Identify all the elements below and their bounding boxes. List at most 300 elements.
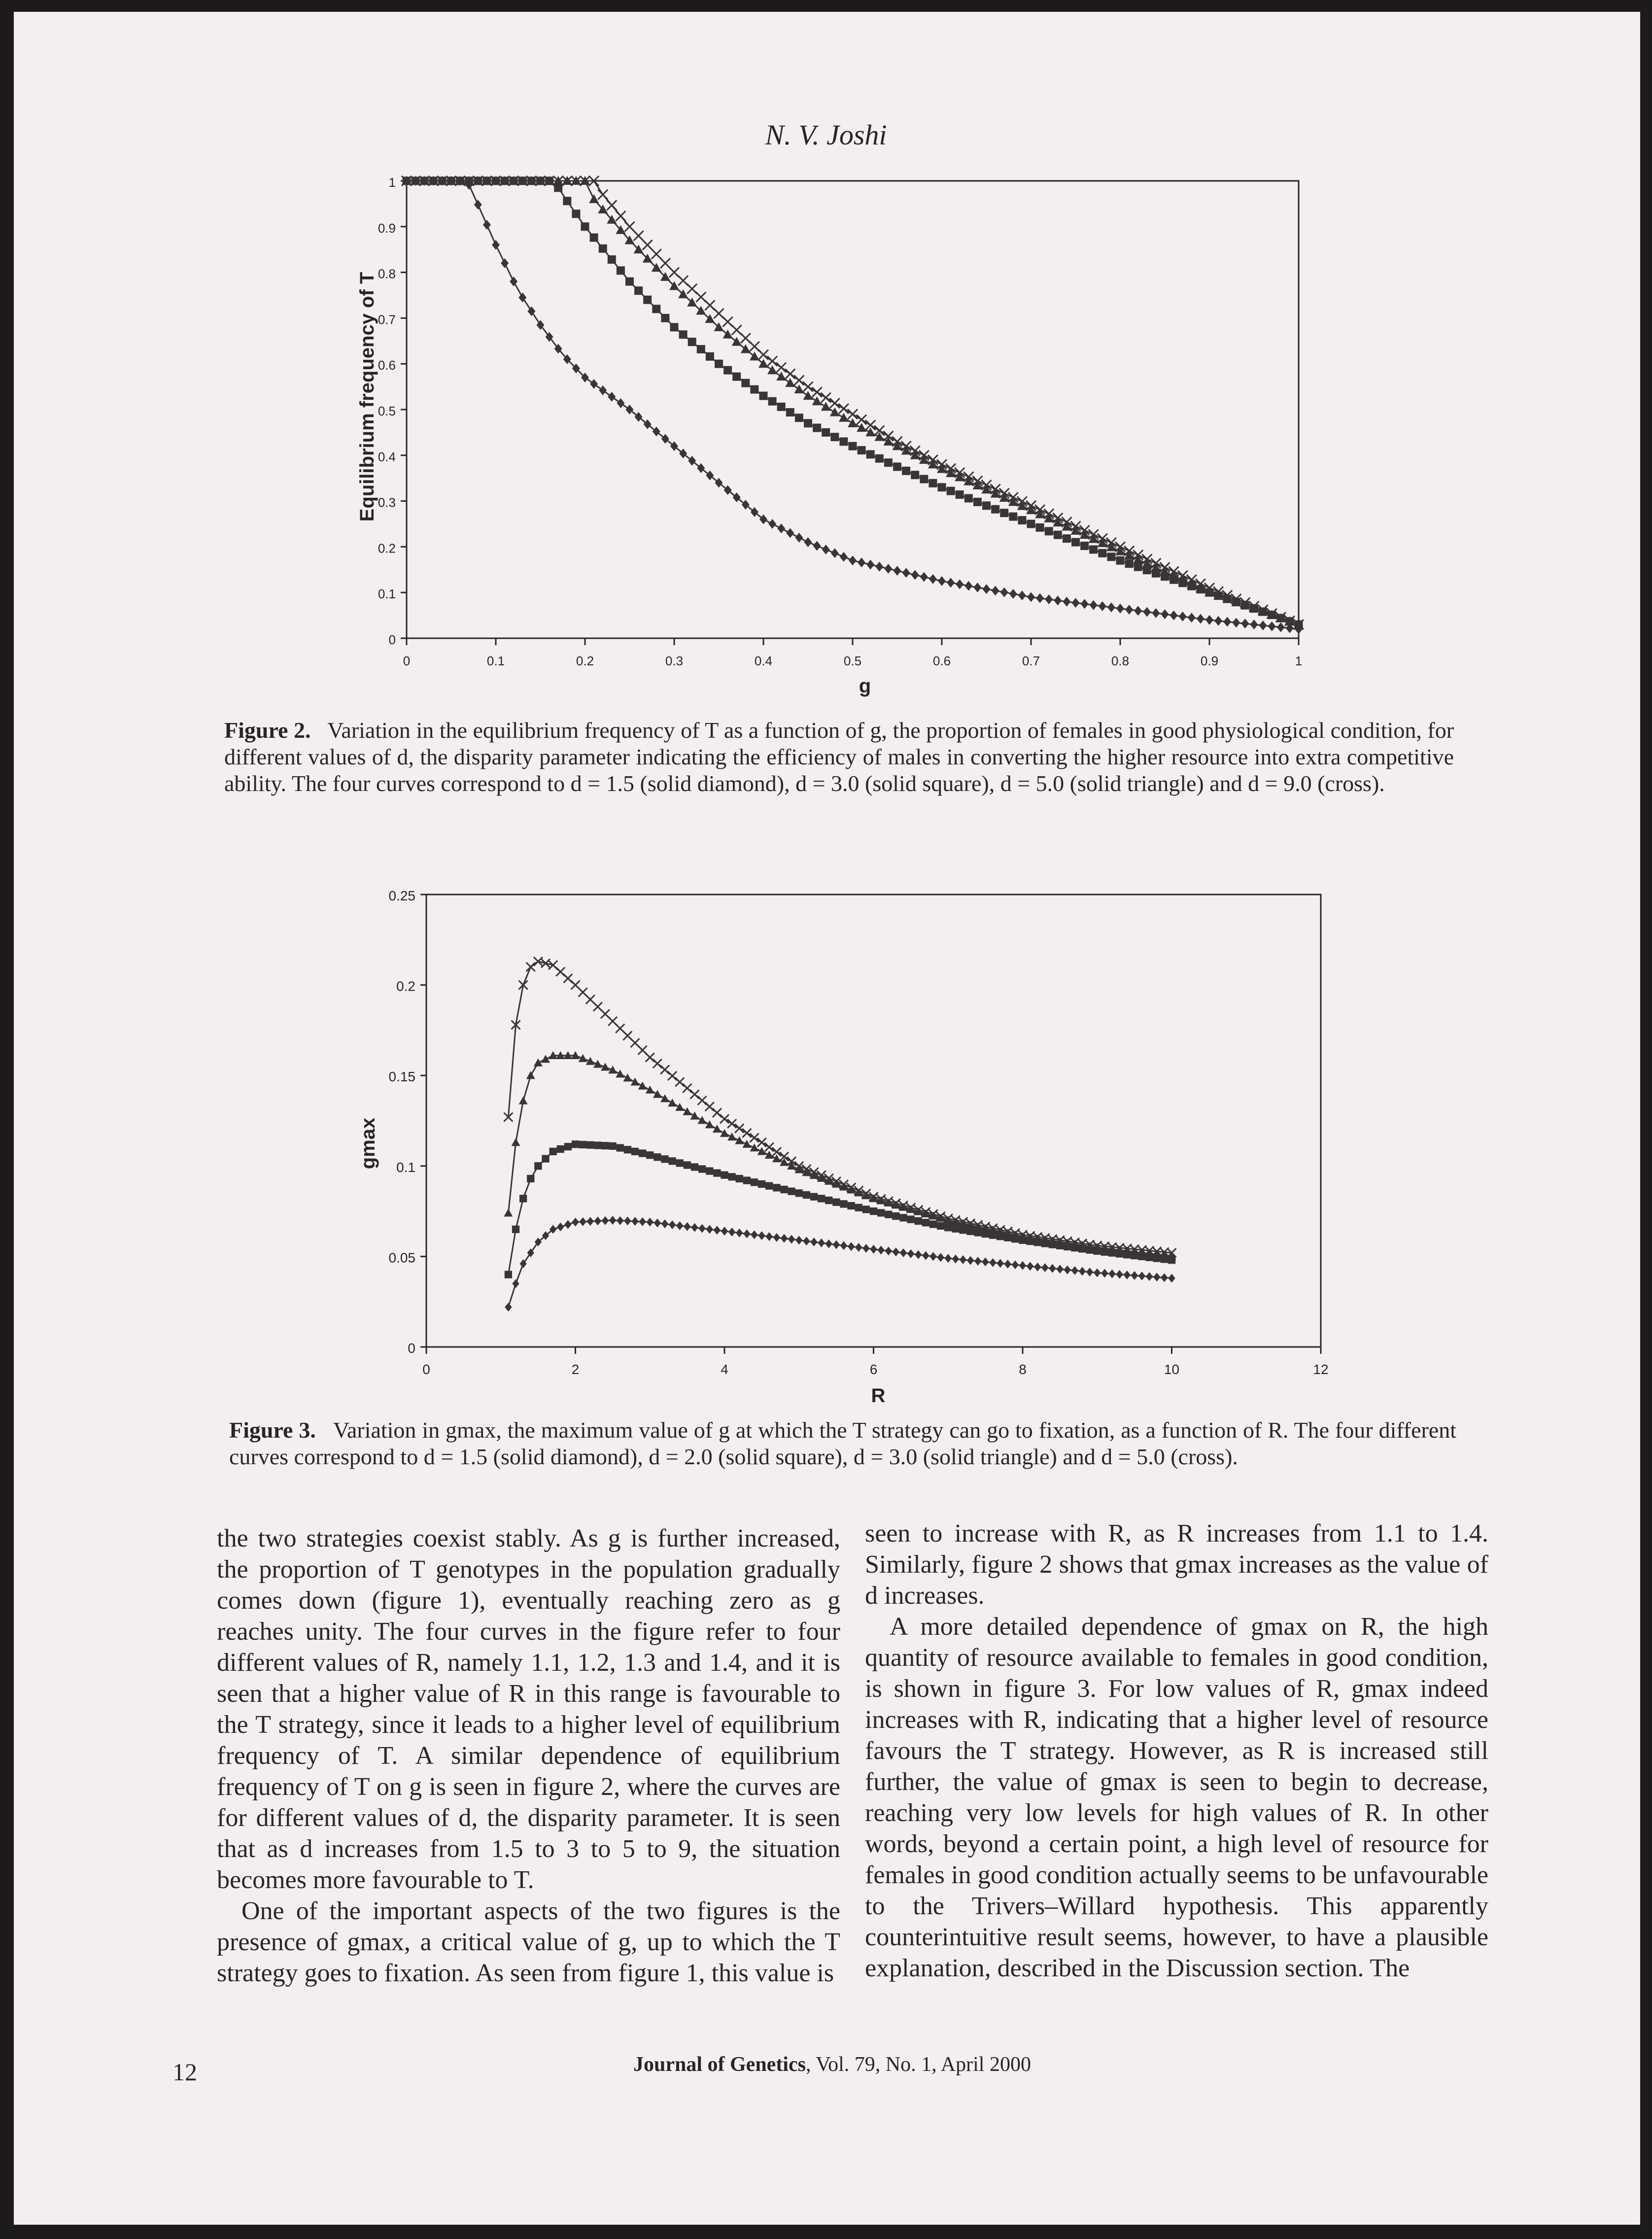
figure-2-caption-label: Figure 2. <box>224 718 311 743</box>
data-point <box>759 515 767 524</box>
data-point <box>1125 605 1133 615</box>
data-point <box>973 498 982 506</box>
data-point <box>870 1245 877 1254</box>
data-point <box>759 392 768 400</box>
data-point <box>743 1230 750 1239</box>
data-point <box>821 393 831 403</box>
data-point <box>804 419 812 427</box>
data-point <box>810 1238 817 1246</box>
data-point <box>564 1143 572 1150</box>
x-tick-label: 0 <box>422 1362 430 1377</box>
data-point <box>644 419 652 429</box>
data-point <box>967 1256 974 1265</box>
data-point <box>713 1169 721 1176</box>
data-point <box>937 1253 944 1262</box>
journal-footer <box>633 2053 1031 2076</box>
data-point <box>777 523 785 533</box>
data-point <box>1197 614 1205 624</box>
data-point <box>1268 621 1276 631</box>
data-point <box>893 463 901 471</box>
y-axis-label: gmax <box>357 1117 379 1170</box>
data-point <box>818 1195 825 1202</box>
data-point <box>826 1240 832 1248</box>
data-point <box>765 1151 774 1159</box>
data-point <box>839 404 849 413</box>
data-point <box>1000 587 1008 597</box>
x-tick-label: 0.8 <box>1111 654 1130 668</box>
data-point <box>1045 594 1053 604</box>
data-point <box>696 292 706 302</box>
data-point <box>1277 622 1285 632</box>
data-point <box>617 398 624 408</box>
data-point <box>825 1197 832 1204</box>
data-point <box>920 475 928 483</box>
x-tick-label: 0.4 <box>754 654 773 668</box>
data-point <box>758 1180 765 1188</box>
data-point <box>483 220 491 230</box>
data-point <box>639 1217 646 1226</box>
x-tick-label: 0.9 <box>1200 654 1219 668</box>
data-point <box>691 1163 698 1171</box>
y-tick-label: 0.1 <box>378 586 396 602</box>
data-point <box>492 240 500 250</box>
figure-3-caption-label: Figure 3. <box>229 1417 316 1443</box>
data-point <box>724 485 732 495</box>
data-point <box>601 1142 609 1149</box>
y-tick-label: 0.5 <box>378 404 396 418</box>
data-point <box>922 1219 929 1226</box>
data-point <box>706 1167 713 1174</box>
data-point <box>660 258 670 268</box>
data-point <box>607 200 617 210</box>
data-point <box>1232 618 1240 627</box>
data-point <box>505 1271 512 1278</box>
data-point <box>773 1233 780 1242</box>
data-point <box>750 342 759 351</box>
data-point <box>542 1231 549 1240</box>
data-point <box>840 552 848 562</box>
data-point <box>1153 1273 1160 1281</box>
data-point <box>609 1216 616 1225</box>
x-tick-label: 10 <box>1164 1362 1180 1377</box>
data-point <box>938 483 946 491</box>
data-point <box>862 1244 869 1253</box>
x-tick-label: 0.6 <box>932 654 951 668</box>
data-point <box>813 541 821 551</box>
data-point <box>646 1053 654 1062</box>
data-point <box>643 240 653 250</box>
data-point <box>741 379 750 387</box>
data-point <box>697 463 705 473</box>
running-head: N. V. Joshi <box>765 119 887 151</box>
data-point <box>1116 1270 1123 1279</box>
data-point <box>1018 516 1026 524</box>
data-point <box>683 1107 691 1115</box>
data-point <box>1107 602 1115 612</box>
data-point <box>1009 589 1017 599</box>
data-point <box>757 1138 766 1147</box>
data-point <box>1041 1263 1048 1272</box>
data-point <box>818 1239 825 1247</box>
data-point <box>1250 620 1258 629</box>
data-point <box>727 1133 736 1140</box>
series-triangle <box>504 1051 1176 1260</box>
data-point <box>715 478 723 487</box>
x-tick-label: 8 <box>1019 1362 1027 1377</box>
data-point <box>526 963 535 971</box>
data-point <box>1064 1266 1071 1275</box>
data-point <box>929 574 937 584</box>
data-point <box>875 454 884 463</box>
figure-2-caption <box>224 717 1454 797</box>
data-point <box>679 330 688 339</box>
data-point <box>564 1220 571 1229</box>
data-point <box>785 378 795 387</box>
data-point <box>803 1191 810 1199</box>
data-point <box>795 1236 802 1244</box>
data-point <box>721 1227 728 1236</box>
data-point <box>1131 1271 1138 1280</box>
series-line <box>508 1220 1171 1307</box>
data-point <box>937 1222 944 1230</box>
data-point <box>732 373 741 381</box>
data-point <box>668 1071 677 1080</box>
data-point <box>501 258 509 268</box>
paragraph: seen to increase with R, as R increases from 1.1 to 1.4. Similarly, figure 2 shows that gmax increases as the value of d increases. <box>865 1519 1488 1610</box>
data-point <box>907 1215 914 1223</box>
data-point <box>982 1257 989 1266</box>
data-point <box>688 456 696 466</box>
data-point <box>840 1241 847 1250</box>
data-point <box>751 1178 758 1186</box>
data-point <box>683 1084 691 1093</box>
data-point <box>1056 1265 1063 1274</box>
data-point <box>705 300 715 310</box>
y-tick-label: 0.6 <box>378 358 396 373</box>
data-point <box>1000 509 1008 517</box>
data-point <box>684 1161 691 1169</box>
data-point <box>832 1199 840 1206</box>
data-point <box>911 471 919 479</box>
x-tick-label: 0.5 <box>843 654 862 668</box>
data-point <box>634 231 644 241</box>
data-point <box>512 1226 519 1233</box>
data-point <box>715 360 723 368</box>
data-point <box>765 1143 774 1152</box>
data-point <box>609 1142 616 1150</box>
data-point <box>679 448 687 458</box>
data-point <box>1036 593 1044 603</box>
data-point <box>847 1202 855 1209</box>
data-point <box>705 1102 714 1111</box>
y-tick-label: 0.2 <box>396 978 415 994</box>
data-point <box>625 277 634 286</box>
data-point <box>743 1177 751 1184</box>
data-point <box>1079 1267 1086 1276</box>
data-point <box>974 1257 981 1266</box>
data-point <box>795 533 803 543</box>
data-point <box>788 1188 795 1195</box>
data-point <box>676 1221 683 1230</box>
data-point <box>1081 599 1089 609</box>
data-point <box>534 1162 542 1170</box>
data-point <box>653 1090 662 1098</box>
data-point <box>646 1151 654 1159</box>
page-number: 12 <box>172 2058 197 2086</box>
data-point <box>1072 598 1080 608</box>
data-point <box>855 1204 862 1211</box>
y-tick-label: 1 <box>388 175 396 190</box>
data-point <box>742 1140 751 1148</box>
data-point <box>1090 600 1098 610</box>
data-point <box>542 1155 549 1162</box>
data-point <box>669 1220 676 1229</box>
data-point <box>721 1171 728 1179</box>
data-point <box>512 1138 520 1146</box>
data-point <box>989 1258 996 1267</box>
data-point <box>1161 1273 1168 1282</box>
data-point <box>877 1209 885 1216</box>
data-point <box>885 1246 892 1255</box>
data-point <box>922 1251 929 1260</box>
x-tick-label: 1 <box>1295 654 1303 668</box>
data-point <box>821 402 831 411</box>
body-left-column <box>217 1523 840 1989</box>
data-point <box>587 1217 594 1226</box>
data-point <box>848 418 858 427</box>
data-point <box>647 1218 654 1227</box>
x-axis-label: R <box>871 1385 886 1407</box>
y-tick-label: 0.9 <box>378 220 396 236</box>
x-tick-label: 4 <box>721 1362 728 1377</box>
data-point <box>654 1153 661 1161</box>
data-point <box>617 266 625 275</box>
data-point <box>1108 1270 1115 1278</box>
data-point <box>690 1111 699 1119</box>
data-point <box>594 1141 601 1149</box>
data-point <box>1063 534 1071 543</box>
figure-3-chart <box>345 877 1360 1410</box>
data-point <box>639 1149 646 1157</box>
y-tick-label: 0.7 <box>378 312 396 327</box>
data-point <box>688 338 696 346</box>
data-point <box>1027 1262 1033 1271</box>
data-point <box>579 1141 586 1148</box>
data-point <box>728 1173 735 1180</box>
data-point <box>788 1235 795 1244</box>
data-point <box>768 397 777 406</box>
data-point <box>781 1234 788 1243</box>
data-point <box>1241 619 1249 628</box>
data-point <box>831 548 839 558</box>
x-tick-label: 2 <box>571 1362 580 1377</box>
data-point <box>858 557 865 567</box>
y-tick-label: 0 <box>388 632 396 647</box>
data-point <box>1004 1260 1011 1269</box>
data-point <box>549 1148 556 1155</box>
data-point <box>1086 1268 1093 1276</box>
data-point <box>661 434 669 444</box>
data-point <box>608 392 616 402</box>
data-point <box>848 409 858 419</box>
data-point <box>997 1259 1003 1268</box>
data-point <box>822 545 830 554</box>
data-point <box>795 413 803 422</box>
data-point <box>1027 592 1035 602</box>
data-point <box>929 479 937 487</box>
series-square <box>505 1140 1175 1278</box>
data-point <box>732 325 742 335</box>
data-point <box>884 564 892 574</box>
figure-2-caption-text: Variation in the equilibrium frequency of T as a function of g, the proportion of females in good physiological condition, for different values of d, the disparity parameter indicating the efficiency of males in converting the higher resource into extra competitive ability. The four curves correspond to d = 1.5 (solid diamond), d = 3.0 (solid square), d = 5.0 (solid triangle) and d = 9.0 (cross). <box>224 718 1454 796</box>
data-point <box>512 1279 519 1288</box>
journal-issue: , Vol. 79, No. 1, April 2000 <box>805 2053 1031 2076</box>
data-point <box>848 1242 855 1251</box>
data-point <box>956 490 964 499</box>
y-tick-label: 0.4 <box>378 449 396 464</box>
data-point <box>550 1225 556 1234</box>
data-point <box>833 1240 840 1249</box>
data-point <box>992 586 999 595</box>
data-point <box>944 1224 952 1231</box>
data-point <box>830 433 839 441</box>
data-point <box>1019 1261 1026 1270</box>
data-point <box>991 505 999 514</box>
x-tick-label: 0.2 <box>576 654 594 668</box>
data-point <box>670 441 678 451</box>
data-point <box>870 1207 877 1215</box>
data-point <box>1205 615 1213 625</box>
data-point <box>866 450 875 458</box>
data-point <box>526 1071 535 1079</box>
data-point <box>973 583 981 592</box>
data-point <box>786 528 794 538</box>
data-point <box>767 356 777 366</box>
data-point <box>751 507 758 517</box>
data-point <box>742 500 750 510</box>
data-point <box>849 442 857 450</box>
data-point <box>733 492 741 502</box>
data-point <box>899 1214 907 1221</box>
data-point <box>678 276 688 285</box>
data-point <box>767 365 777 374</box>
data-point <box>670 323 679 331</box>
data-point <box>668 1099 677 1106</box>
data-point <box>892 1212 899 1220</box>
data-point <box>1071 1266 1078 1275</box>
data-point <box>572 1218 579 1227</box>
data-point <box>920 572 928 582</box>
data-point <box>643 296 652 304</box>
paragraph: the two strategies coexist stably. As g is further increased, the proportion of T genotypes in the population gradually comes down (figure 1), eventually reaching zero as g reaches unity. The four curves in the figure refer to four different values of R, namely 1.1, 1.2, 1.3 and 1.4, and it is seen that a higher value of R in this range is favourable to the T strategy, since it leads to a higher level of equilibrium frequency of T. A similar dependence of equilibrium frequency of T on g is seen in figure 2, where the curves are for different values of d, the disparity parameter. It is seen that as d increases from 1.5 to 3 to 5 to 9, the situation becomes more favourable to T. <box>217 1524 840 1894</box>
data-point <box>768 519 776 529</box>
data-point <box>505 1303 512 1311</box>
data-point <box>599 385 607 395</box>
data-point <box>742 1129 751 1137</box>
data-point <box>1094 1268 1101 1277</box>
data-point <box>579 1217 586 1226</box>
data-point <box>691 1223 698 1232</box>
data-point <box>1116 556 1125 565</box>
data-point <box>794 376 804 385</box>
data-point <box>777 403 786 411</box>
data-point <box>858 446 866 454</box>
data-point <box>504 1208 513 1216</box>
data-point <box>706 352 714 361</box>
data-point <box>758 1231 765 1240</box>
data-point <box>741 333 751 343</box>
data-point <box>728 1228 735 1237</box>
data-point <box>474 200 482 209</box>
data-point <box>839 437 848 446</box>
data-point <box>812 396 822 405</box>
data-point <box>1027 520 1035 528</box>
data-point <box>599 244 607 253</box>
data-point <box>766 1232 773 1241</box>
data-point <box>804 537 812 547</box>
data-point <box>723 317 733 327</box>
data-point <box>1152 608 1160 618</box>
data-point <box>803 1237 810 1245</box>
data-point <box>1188 613 1196 622</box>
data-point <box>1161 609 1169 619</box>
data-point <box>608 255 616 264</box>
data-point <box>1034 1263 1041 1272</box>
paragraph: A more detailed dependence of gmax on R, the high quantity of resource available to females in good condition, is shown in figure 3. For low values of R, gmax indeed increases with R, indicating that a higher level of resource favours the T strategy. However, as R is increased still further, the value of gmax is seen to begin to decrease, reaching very low levels for high values of R. In other words, beyond a certain point, a high level of resource for females in good condition actually seems to be unfavourable to the Trivers–Willard hypothesis. This apparently counterintuitive result seems, however, to have a plausible explanation, described in the Discussion section. The <box>865 1613 1488 1982</box>
x-tick-label: 0 <box>403 654 411 668</box>
data-point <box>735 1124 744 1133</box>
data-point <box>785 369 795 379</box>
data-point <box>983 584 991 594</box>
data-point <box>750 1134 759 1142</box>
data-point <box>822 428 830 437</box>
data-point <box>698 1096 707 1105</box>
data-point <box>884 458 893 467</box>
data-point <box>1071 538 1080 547</box>
data-point <box>776 372 786 380</box>
data-point <box>1138 1272 1145 1280</box>
data-point <box>1116 604 1124 614</box>
data-point <box>855 1243 862 1252</box>
data-point <box>960 1255 966 1264</box>
data-point <box>830 408 840 416</box>
data-point <box>736 1175 743 1182</box>
data-point <box>660 1094 669 1102</box>
data-point <box>1214 616 1222 626</box>
data-point <box>862 1206 870 1213</box>
data-point <box>706 1225 713 1234</box>
data-point <box>635 412 643 422</box>
data-point <box>765 1182 773 1190</box>
y-tick-label: 0.3 <box>378 495 396 510</box>
data-point <box>676 1159 684 1167</box>
data-point <box>812 387 822 397</box>
data-point <box>594 1216 601 1225</box>
data-point <box>902 467 910 475</box>
data-point <box>675 1077 684 1086</box>
data-point <box>893 1247 899 1256</box>
data-point <box>1146 1272 1153 1281</box>
data-point <box>625 222 635 232</box>
data-point <box>857 423 866 432</box>
data-point <box>723 366 732 375</box>
data-point <box>527 1175 534 1182</box>
y-tick-label: 0.25 <box>388 888 415 903</box>
data-point <box>1134 563 1142 571</box>
data-point <box>982 501 991 510</box>
data-point <box>653 427 660 437</box>
data-point <box>929 1220 937 1228</box>
